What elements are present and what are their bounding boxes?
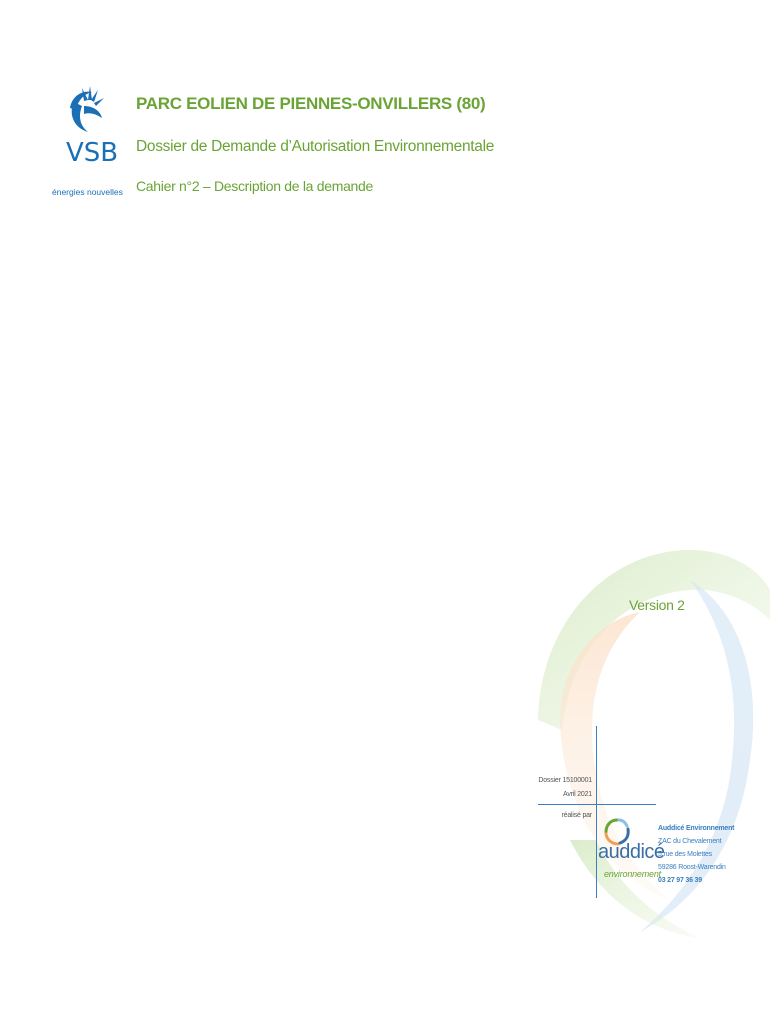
- vsb-logo: [52, 84, 122, 204]
- version-label: Version 2: [629, 597, 685, 613]
- vsb-tagline: énergies nouvelles: [52, 187, 123, 197]
- cahier-label: Cahier n°2 – Description de la demande: [136, 178, 374, 194]
- vertical-divider: [596, 726, 597, 898]
- address-line-1: ZAC du Chevalement: [658, 838, 722, 845]
- company-name: Auddicé Environnement: [658, 825, 735, 832]
- auddice-name: auddicé: [598, 841, 665, 863]
- page-title: PARC EOLIEN DE PIENNES-ONVILLERS (80): [136, 94, 486, 113]
- dossier-number: Dossier 15100001: [538, 777, 592, 784]
- auddice-logo: [598, 816, 665, 888]
- address-line-2: 5 rue des Molettes: [658, 851, 712, 858]
- vsb-wave-icon: [66, 84, 106, 136]
- horizontal-divider: [538, 804, 656, 805]
- auddice-tagline: environnement: [604, 869, 661, 879]
- realise-par-label: réalisé par: [561, 812, 592, 819]
- company-phone: 03 27 97 36 39: [658, 877, 702, 884]
- page-subtitle: Dossier de Demande d’Autorisation Environnementale: [136, 138, 495, 155]
- vsb-name: VSB: [66, 138, 119, 168]
- document-date: Avril 2021: [562, 791, 592, 798]
- company-address: [658, 822, 734, 887]
- address-line-3: 59286 Roost-Warendin: [658, 864, 726, 871]
